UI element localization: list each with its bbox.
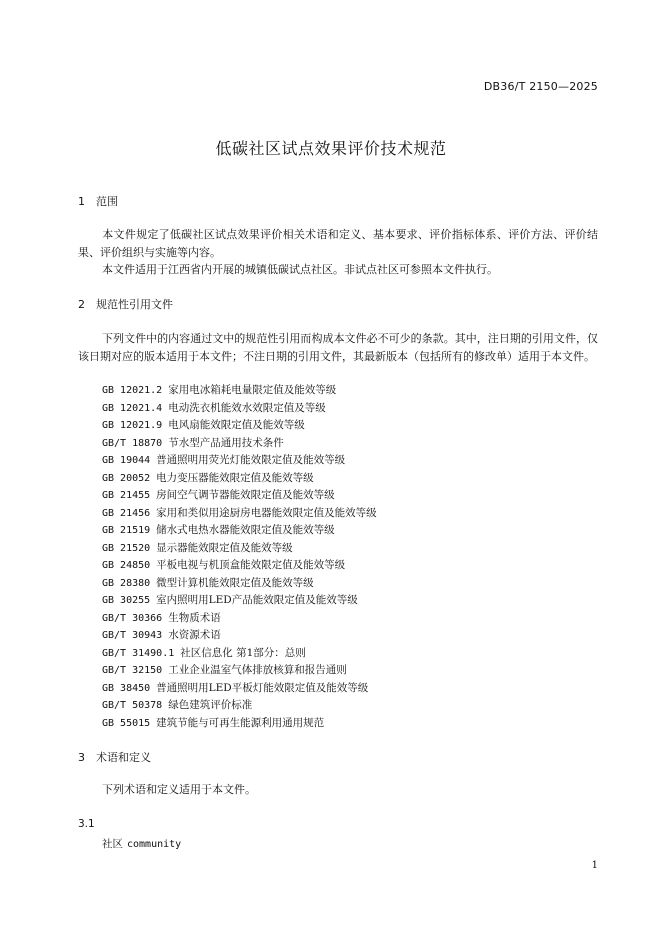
section-title: 规范性引用文件 [96, 298, 173, 311]
reference-item [102, 662, 377, 680]
reference-name: 生物质术语 [168, 611, 221, 624]
section-1-paragraph-1 [78, 226, 598, 261]
reference-name: 家用和类似用途厨房电器能效限定值及能效等级 [156, 506, 377, 519]
reference-code: GB 12021.9 [102, 420, 163, 431]
paragraph-text: 下列术语和定义适用于本文件。 [102, 783, 256, 796]
reference-item [102, 435, 377, 453]
section-1-heading [78, 193, 118, 209]
section-3-heading [78, 749, 151, 765]
paragraph-text: 本文件适用于江西省内开展的城镇低碳试点社区。非试点社区可参照本文件执行。 [102, 263, 498, 276]
reference-name: 绿色建筑评价标准 [168, 699, 253, 711]
reference-item [102, 697, 377, 715]
section-2-heading [78, 296, 173, 312]
reference-item [102, 645, 377, 663]
reference-item [102, 627, 377, 645]
section-number: 2 [78, 298, 85, 311]
reference-code: GB 12021.4 [102, 402, 163, 414]
reference-item [102, 400, 377, 418]
reference-name: 储水式电热水器能效限定值及能效等级 [156, 524, 335, 536]
term-english: community [127, 839, 182, 850]
reference-name: 普通照明用荧光灯能效限定值及能效等级 [156, 454, 346, 466]
reference-item [102, 557, 377, 575]
reference-name: 社区信息化 第1部分：总则 [180, 646, 306, 659]
reference-item [102, 505, 377, 523]
reference-item [102, 592, 377, 610]
reference-code: GB 28380 [102, 577, 151, 589]
section-title: 范围 [96, 195, 118, 208]
normative-references-list [102, 382, 377, 732]
reference-name: 普通照明用LED平板灯能效限定值及能效等级 [156, 681, 369, 694]
reference-code: GB 24850 [102, 560, 151, 571]
term-entry [102, 836, 181, 851]
page-number: 1 [591, 860, 598, 871]
section-title: 术语和定义 [96, 751, 151, 764]
reference-code: GB/T 50378 [102, 700, 163, 711]
section-number: 3 [78, 751, 85, 764]
reference-code: GB 21519 [102, 525, 151, 536]
section-3-paragraph-1 [78, 781, 598, 799]
reference-code: GB 38450 [102, 682, 151, 694]
reference-code: GB 19044 [102, 455, 151, 466]
clause-number: 3.1 [78, 818, 95, 830]
term-chinese: 社区 [102, 838, 123, 850]
reference-code: GB 30255 [102, 595, 151, 606]
reference-name: 显示器能效限定值及能效等级 [156, 541, 293, 554]
reference-item [102, 417, 377, 435]
reference-item [102, 487, 377, 505]
reference-name: 室内照明用LED产品能效限定值及能效等级 [156, 594, 358, 606]
paragraph-text: 下列文件中的内容通过文中的规范性引用而构成本文件必不可少的条款。其中，注日期的引用文件，仅该日期对应的版本适用于本文件；不注日期的引用文件，其最新版本（包括所有的修改单）适用于本文件。 [78, 332, 598, 363]
reference-code: GB/T 30366 [102, 612, 163, 624]
reference-code: GB 55015 [102, 717, 151, 729]
reference-item [102, 680, 377, 698]
reference-code: GB 20052 [102, 472, 151, 484]
reference-code: GB 12021.2 [102, 385, 163, 396]
reference-item [102, 715, 377, 733]
reference-name: 建筑节能与可再生能源利用通用规范 [156, 716, 325, 729]
reference-item [102, 610, 377, 628]
reference-item [102, 452, 377, 470]
reference-name: 电力变压器能效限定值及能效等级 [156, 471, 314, 484]
reference-item [102, 382, 377, 400]
document-code: DB36/T 2150—2025 [483, 80, 598, 93]
reference-name: 电风扇能效限定值及能效等级 [168, 419, 305, 431]
reference-code: GB/T 32150 [102, 665, 163, 676]
reference-code: GB 21520 [102, 542, 151, 554]
reference-code: GB/T 30943 [102, 630, 163, 641]
section-2-paragraph-1 [78, 330, 598, 365]
reference-item [102, 540, 377, 558]
reference-code: GB 21455 [102, 490, 151, 501]
reference-code: GB 21456 [102, 507, 151, 519]
reference-name: 平板电视与机顶盒能效限定值及能效等级 [156, 559, 346, 571]
reference-code: GB/T 31490.1 [102, 647, 175, 659]
reference-name: 水资源术语 [168, 629, 221, 641]
reference-name: 电动洗衣机能效水效限定值及等级 [168, 401, 326, 414]
section-1-paragraph-2 [78, 261, 598, 279]
reference-item [102, 575, 377, 593]
document-title: 低碳社区试点效果评价技术规范 [215, 139, 447, 158]
reference-name: 工业企业温室气体排放核算和报告通则 [168, 664, 347, 676]
section-number: 1 [78, 195, 85, 208]
reference-name: 家用电冰箱耗电量限定值及能效等级 [168, 384, 337, 396]
reference-code: GB/T 18870 [102, 437, 163, 449]
reference-name: 房间空气调节器能效限定值及能效等级 [156, 489, 335, 501]
reference-name: 微型计算机能效限定值及能效等级 [156, 576, 314, 589]
reference-name: 节水型产品通用技术条件 [168, 436, 284, 449]
paragraph-text: 本文件规定了低碳社区试点效果评价相关术语和定义、基本要求、评价指标体系、评价方法、评价结果、评价组织与实施等内容。 [78, 228, 598, 259]
reference-item [102, 470, 377, 488]
reference-item [102, 522, 377, 540]
